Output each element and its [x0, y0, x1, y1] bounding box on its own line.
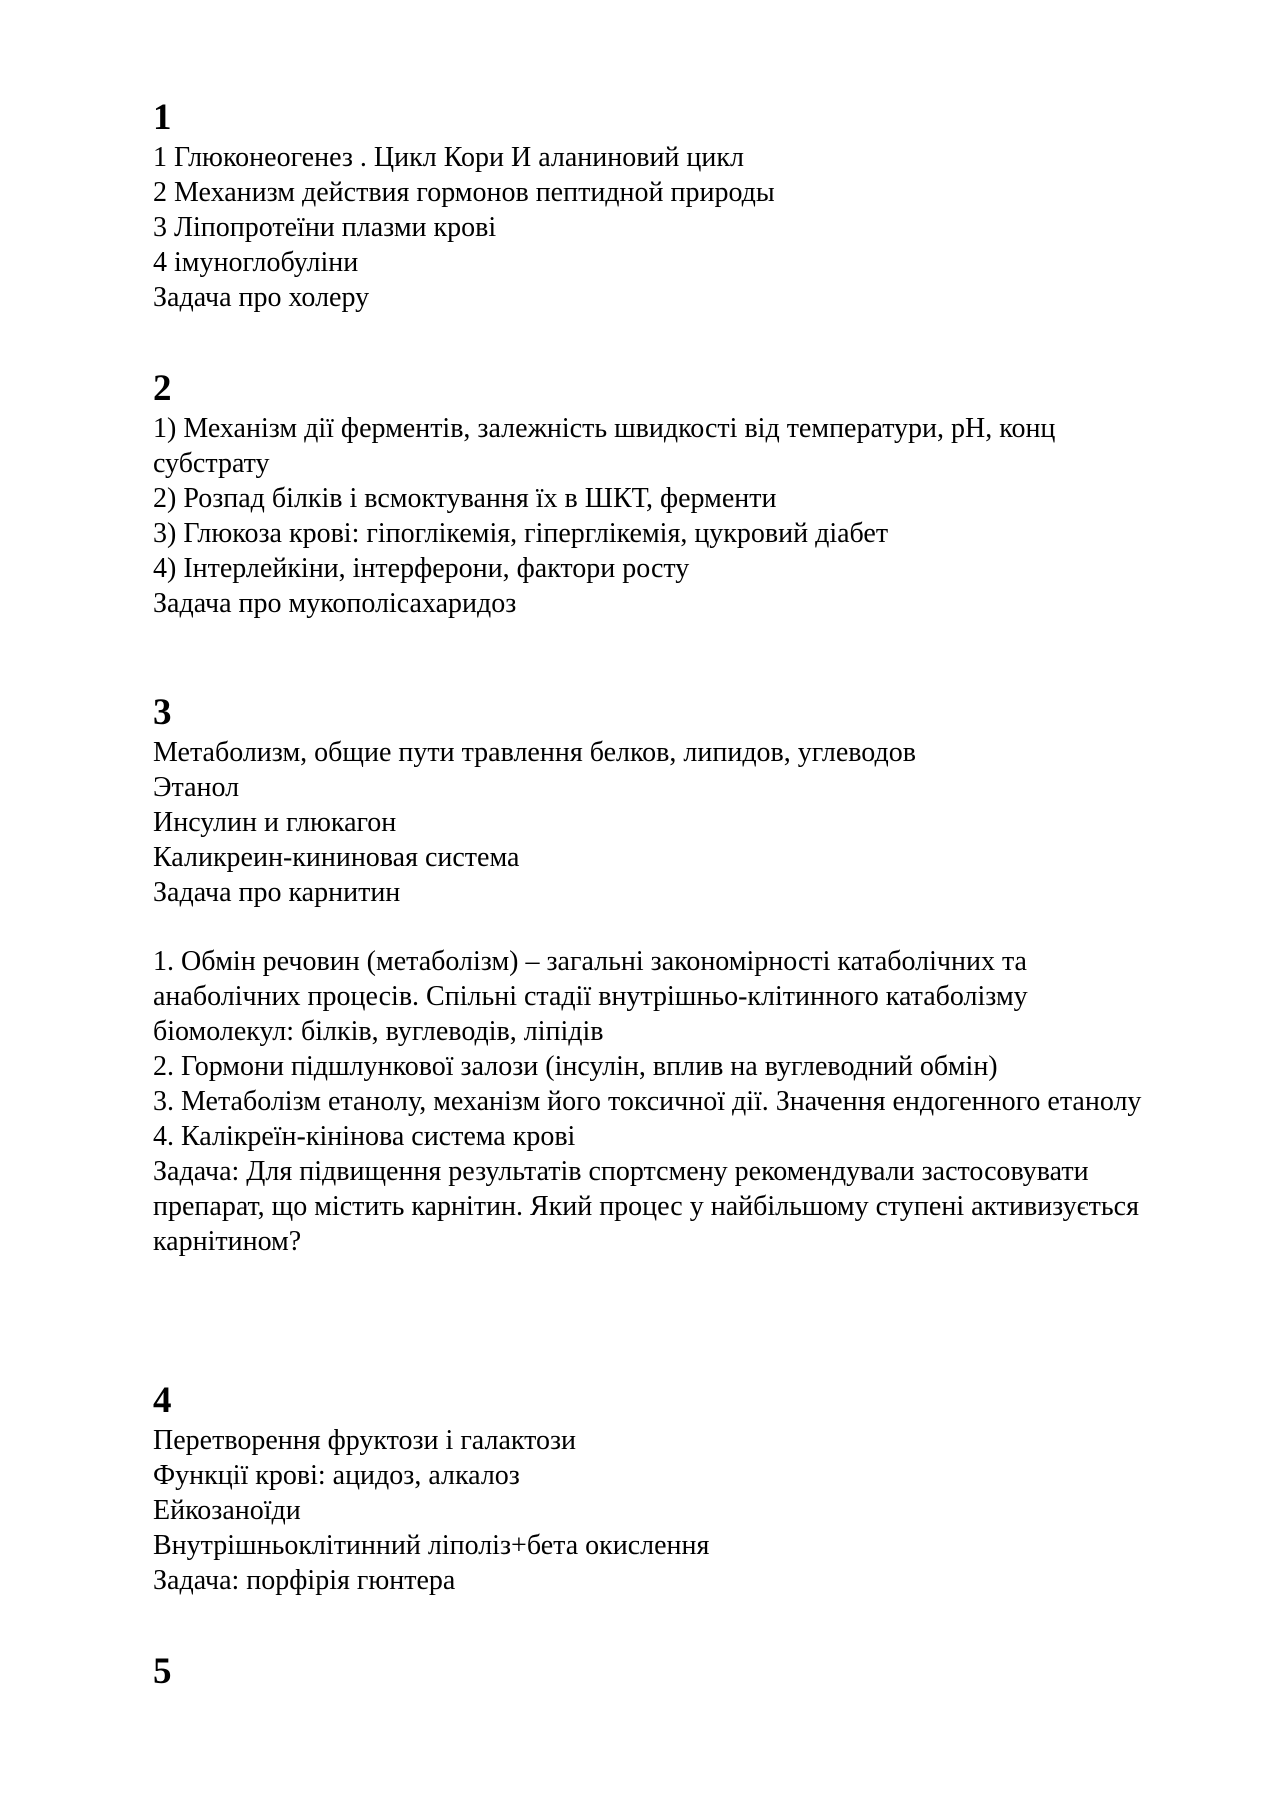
ticket-2-task: Задача про мукополісахаридоз — [153, 588, 517, 619]
ticket-2-line-3: 3) Глюкоза крові: гіпоглікемія, гіперглікемія, цукровий діабет — [153, 518, 889, 549]
ticket-3-detailed — [153, 944, 1173, 1259]
ticket-1-line-3: 3 Ліпопротеїни плазми крові — [153, 212, 497, 243]
ticket-3-line-4: Каликреин-кининовая система — [153, 842, 520, 873]
ticket-4-line-3: Ейкозаноїди — [153, 1495, 301, 1526]
ticket-4-line-1: Перетворення фруктози і галактози — [153, 1425, 577, 1456]
ticket-3-detail-3: 3. Метаболізм етанолу, механізм його токсичної дії. Значення ендогенного етанолу — [153, 1086, 1142, 1117]
ticket-3-detail-1: 1. Обмін речовин (метаболізм) – загальні закономірності катаболічних та анаболічних процесів. Спільні стадії внутрішньо-клітинного катаболізму біомолекул: білків, вуглеводів, ліпідів — [153, 946, 1028, 1047]
ticket-2-line-1: 1) Механізм дії ферментів, залежність швидкості від температури, pH, конц субстрату — [153, 413, 1056, 479]
ticket-1-line-4: 4 імуноглобуліни — [153, 247, 359, 278]
ticket-5 — [153, 1650, 1173, 1694]
ticket-4 — [153, 1379, 1173, 1598]
ticket-4-number: 4 — [153, 1380, 172, 1421]
ticket-2-line-2: 2) Розпад білків і всмоктування їх в ШКТ, ферменти — [153, 483, 777, 514]
ticket-1-line-1: 1 Глюконеогенез . Цикл Кори И аланиновий цикл — [153, 142, 744, 173]
ticket-1-line-2: 2 Механизм действия гормонов пептидной природы — [153, 177, 775, 208]
ticket-1-task: Задача про холеру — [153, 282, 370, 313]
ticket-3-line-3: Инсулин и глюкагон — [153, 807, 397, 838]
ticket-3-detail-4: 4. Калікреїн-кінінова система крові — [153, 1121, 576, 1152]
ticket-3 — [153, 691, 1173, 910]
ticket-2 — [153, 367, 1173, 621]
ticket-3-task: Задача про карнитин — [153, 877, 401, 908]
ticket-3-line-1: Метаболизм, общие пути травлення белков, липидов, углеводов — [153, 737, 916, 768]
ticket-3-detail-2: 2. Гормони підшлункової залози (інсулін, вплив на вуглеводний обмін) — [153, 1051, 998, 1082]
ticket-1 — [153, 96, 1173, 315]
ticket-4-line-2: Функції крові: ацидоз, алкалоз — [153, 1460, 520, 1491]
ticket-3-detail-task: Задача: Для підвищення результатів спортсмену рекомендували застосовувати препарат, що містить карнітин. Який процес у найбільшому ступені активизується карнітином? — [153, 1156, 1139, 1257]
ticket-2-line-4: 4) Інтерлейкіни, інтерферони, фактори росту — [153, 553, 690, 584]
ticket-3-line-2: Этанол — [153, 772, 240, 803]
ticket-5-number: 5 — [153, 1651, 172, 1692]
ticket-1-number: 1 — [153, 97, 172, 138]
ticket-3-number: 3 — [153, 692, 172, 733]
ticket-4-line-4: Внутрішньоклітинний ліполіз+бета окислення — [153, 1530, 710, 1561]
ticket-4-task: Задача: порфірія гюнтера — [153, 1565, 456, 1596]
ticket-2-number: 2 — [153, 368, 172, 409]
document-content — [153, 96, 1173, 1694]
